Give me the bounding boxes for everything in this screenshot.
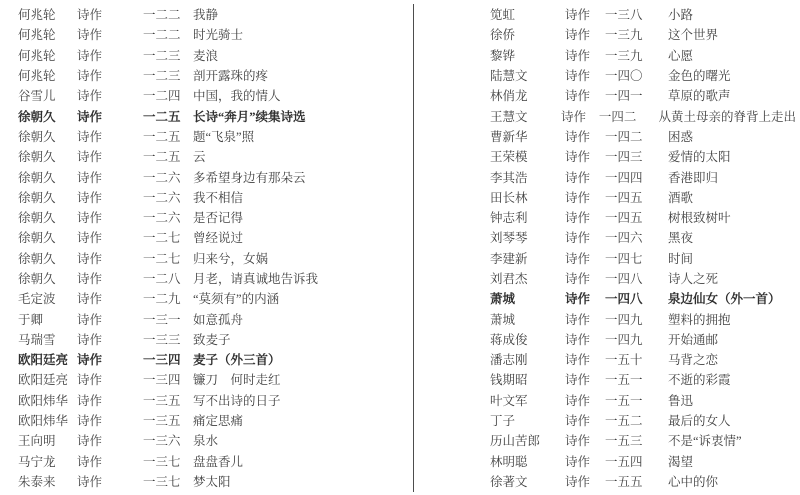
page-number-cell: 一二二 (143, 8, 181, 23)
table-row (490, 288, 796, 308)
page-number-cell: 一二七 (143, 251, 181, 266)
title-cell: 开始通邮 (668, 332, 719, 347)
author-cell: 刘琴琴 (490, 231, 528, 246)
page-number-cell: 一四五 (605, 190, 643, 205)
page-number-cell: 一五四 (605, 454, 643, 469)
page-number-cell: 一四七 (605, 251, 643, 266)
table-row (18, 410, 410, 430)
genre-cell: 诗作 (565, 170, 591, 185)
author-cell: 王慧文 (490, 109, 528, 124)
author-cell: 徐朝久 (18, 251, 56, 266)
page-number-cell: 一二六 (143, 211, 181, 226)
title-cell: 酒歌 (668, 190, 694, 205)
author-cell: 笕虹 (490, 8, 516, 23)
genre-cell: 诗作 (565, 69, 591, 84)
genre-cell: 诗作 (77, 231, 103, 246)
table-row (490, 268, 796, 288)
genre-cell: 诗作 (565, 332, 591, 347)
author-cell: 欧阳廷亮 (18, 353, 69, 368)
title-cell: 麦浪 (193, 48, 219, 63)
genre-cell: 诗作 (565, 272, 591, 286)
genre-cell: 诗作 (565, 89, 591, 104)
author-cell: 朱泰来 (18, 474, 56, 489)
page-number-cell: 一三七 (143, 454, 181, 469)
title-cell: 时间 (668, 251, 694, 266)
author-cell: 徐朝久 (18, 109, 56, 124)
title-cell: 泉水 (193, 434, 219, 449)
table-row (490, 207, 796, 227)
title-cell: 不逝的彩霞 (668, 373, 731, 388)
title-cell: 云 (193, 150, 206, 165)
author-cell: 何兆轮 (18, 28, 56, 43)
title-cell: 致麦子 (193, 332, 231, 347)
genre-cell: 诗作 (565, 251, 591, 266)
title-cell: 曾经说过 (193, 231, 244, 246)
genre-cell: 诗作 (77, 109, 103, 124)
page-number-cell: 一四五 (605, 211, 643, 226)
genre-cell: 诗作 (565, 474, 591, 489)
author-cell: 林明聪 (490, 454, 528, 469)
title-cell: 麦子（外三首） (193, 353, 281, 368)
genre-cell: 诗作 (77, 129, 103, 144)
author-cell: 徐朝久 (18, 211, 56, 226)
page-number-cell: 一四六 (605, 231, 643, 246)
genre-cell: 诗作 (565, 129, 591, 144)
table-row (18, 146, 410, 166)
table-row (490, 227, 796, 247)
right-column (490, 0, 796, 491)
page-number-cell: 一二六 (143, 170, 181, 185)
genre-cell: 诗作 (77, 414, 103, 429)
author-cell: 于卿 (18, 312, 44, 327)
author-cell: 潘志刚 (490, 353, 528, 368)
page-number-cell: 一二七 (143, 231, 181, 246)
title-cell: 爱情的太阳 (668, 150, 731, 165)
genre-cell: 诗作 (77, 8, 103, 23)
title-cell: 我静 (193, 8, 219, 23)
title-cell: 心愿 (668, 48, 694, 63)
genre-cell: 诗作 (565, 150, 591, 165)
page-number-cell: 一四一 (605, 89, 643, 104)
genre-cell: 诗作 (77, 150, 103, 165)
table-row (18, 349, 410, 369)
author-cell: 欧阳廷亮 (18, 373, 69, 388)
table-row (490, 85, 796, 105)
table-row (490, 430, 796, 450)
page-number-cell: 一五二 (605, 414, 643, 429)
author-cell: 徐侨 (490, 28, 516, 43)
genre-cell: 诗作 (77, 251, 103, 266)
table-row (18, 65, 410, 85)
table-row (18, 390, 410, 410)
page-number-cell: 一三四 (143, 353, 181, 368)
genre-cell: 诗作 (77, 332, 103, 347)
table-row (18, 308, 410, 328)
author-cell: 王荣模 (490, 150, 528, 165)
author-cell: 李其浩 (490, 170, 528, 185)
table-row (18, 85, 410, 105)
title-cell: 香港即归 (668, 170, 719, 185)
table-row (18, 471, 410, 491)
column-divider-line (413, 4, 414, 492)
page-number-cell: 一二八 (143, 272, 181, 286)
title-cell: 黑夜 (668, 231, 694, 246)
title-cell: 不是“诉衷情” (668, 434, 742, 449)
table-row (18, 126, 410, 146)
table-row (490, 248, 796, 268)
page-number-cell: 一四九 (605, 332, 643, 347)
author-cell: 萧城 (490, 292, 516, 307)
title-cell: 归来兮，女娲 (193, 251, 269, 266)
genre-cell: 诗作 (77, 211, 103, 226)
author-cell: 叶文军 (490, 393, 528, 408)
author-cell: 毛定波 (18, 292, 56, 307)
genre-cell: 诗作 (77, 48, 103, 63)
author-cell: 马宁龙 (18, 454, 56, 469)
title-cell: 我不相信 (193, 190, 244, 205)
left-column (18, 0, 410, 491)
table-row (18, 288, 410, 308)
page-number-cell: 一三七 (143, 474, 181, 489)
author-cell: 萧城 (490, 312, 516, 327)
genre-cell: 诗作 (77, 434, 103, 449)
page-number-cell: 一三三 (143, 332, 181, 347)
table-row (490, 390, 796, 410)
page-number-cell: 一二五 (143, 129, 181, 144)
page-number-cell: 一四三 (605, 150, 643, 165)
title-cell: 从黄土母亲的脊背上走出 (658, 109, 796, 124)
title-cell: 梦太阳 (193, 474, 231, 489)
table-row (18, 187, 410, 207)
table-row (490, 4, 796, 24)
genre-cell: 诗作 (77, 28, 103, 43)
table-row (18, 451, 410, 471)
page-number-cell: 一二五 (143, 150, 181, 165)
genre-cell: 诗作 (565, 353, 591, 368)
page-number-cell: 一三五 (143, 414, 181, 429)
page-number-cell: 一四四 (605, 170, 643, 185)
page-number-cell: 一四九 (605, 312, 643, 327)
page-number-cell: 一四八 (605, 272, 643, 286)
title-cell: 盘盘香儿 (193, 454, 244, 469)
author-cell: 徐朝久 (18, 231, 56, 246)
page-number-cell: 一三九 (605, 48, 643, 63)
title-cell: 写不出诗的日子 (193, 393, 281, 408)
author-cell: 徐著文 (490, 474, 528, 489)
title-cell: 金色的曙光 (668, 69, 731, 84)
title-cell: 剖开露珠的疼 (193, 69, 269, 84)
author-cell: 何兆轮 (18, 48, 56, 63)
page-number-cell: 一二三 (143, 48, 181, 63)
genre-cell: 诗作 (565, 211, 591, 226)
title-cell: 最后的女人 (668, 414, 731, 429)
genre-cell: 诗作 (77, 373, 103, 388)
author-cell: 马瑞雪 (18, 332, 56, 347)
genre-cell: 诗作 (560, 109, 586, 124)
page-number-cell: 一二三 (143, 69, 181, 84)
genre-cell: 诗作 (565, 414, 591, 429)
genre-cell: 诗作 (565, 231, 591, 246)
author-cell: 钟志利 (490, 211, 528, 226)
table-row (490, 45, 796, 65)
title-cell: 痛定思痛 (193, 414, 244, 429)
title-cell: 月老，请真诚地告诉我 (193, 272, 319, 286)
title-cell: 泉边仙女（外一首） (668, 292, 781, 307)
title-cell: 树根致树叶 (668, 211, 731, 226)
page-number-cell: 一四二 (605, 129, 643, 144)
page-number-cell: 一四八 (605, 292, 643, 307)
table-row (490, 24, 796, 44)
author-cell: 徐朝久 (18, 272, 56, 286)
table-row (490, 65, 796, 85)
table-row (18, 268, 410, 288)
title-cell: 时光骑士 (193, 28, 244, 43)
genre-cell: 诗作 (77, 170, 103, 185)
title-cell: 题“飞泉”照 (193, 129, 255, 144)
page-number-cell: 一四〇 (605, 69, 643, 84)
page-number-cell: 一二四 (143, 89, 181, 104)
author-cell: 林俏龙 (490, 89, 528, 104)
title-cell: 草原的歌声 (668, 89, 731, 104)
author-cell: 田长林 (490, 190, 528, 205)
table-row (490, 369, 796, 389)
title-cell: 鲁迅 (668, 393, 694, 408)
genre-cell: 诗作 (77, 474, 103, 489)
table-row (18, 166, 410, 186)
genre-cell: 诗作 (565, 393, 591, 408)
author-cell: 历山苦郎 (490, 434, 541, 449)
table-row (490, 329, 796, 349)
title-cell: 困惑 (668, 129, 694, 144)
author-cell: 徐朝久 (18, 190, 56, 205)
genre-cell: 诗作 (77, 393, 103, 408)
title-cell: 多希望身边有那朵云 (193, 170, 306, 185)
table-row (18, 207, 410, 227)
table-row (490, 126, 796, 146)
author-cell: 曹新华 (490, 129, 528, 144)
page-number-cell: 一二二 (143, 28, 181, 43)
author-cell: 徐朝久 (18, 150, 56, 165)
genre-cell: 诗作 (565, 434, 591, 449)
author-cell: 谷雪儿 (18, 89, 56, 104)
table-row (18, 24, 410, 44)
author-cell: 徐朝久 (18, 170, 56, 185)
author-cell: 王向明 (18, 434, 56, 449)
table-row (18, 369, 410, 389)
title-cell: 是否记得 (193, 211, 244, 226)
author-cell: 李建新 (490, 251, 528, 266)
title-cell: 如意孤舟 (193, 312, 244, 327)
author-cell: 陆慧文 (490, 69, 528, 84)
title-cell: 长诗“奔月”续集诗选 (193, 109, 306, 124)
page-number-cell: 一五一 (605, 393, 643, 408)
page-number-cell: 一五三 (605, 434, 643, 449)
title-cell: 心中的你 (668, 474, 719, 489)
table-row (490, 187, 796, 207)
page-number-cell: 一二六 (143, 190, 181, 205)
table-row (490, 166, 796, 186)
author-cell: 丁子 (490, 414, 516, 429)
table-row (490, 349, 796, 369)
genre-cell: 诗作 (565, 28, 591, 43)
genre-cell: 诗作 (565, 312, 591, 327)
title-cell: 这个世界 (668, 28, 719, 43)
author-cell: 蒋成俊 (490, 332, 528, 347)
genre-cell: 诗作 (77, 190, 103, 205)
page-number-cell: 一二九 (143, 292, 181, 307)
table-row (490, 471, 796, 491)
page-number-cell: 一三四 (143, 373, 181, 388)
title-cell: “莫须有”的内涵 (193, 292, 280, 307)
genre-cell: 诗作 (77, 272, 103, 286)
page-number-cell: 一三五 (143, 393, 181, 408)
table-row (18, 4, 410, 24)
table-row (18, 329, 410, 349)
author-cell: 何兆轮 (18, 69, 56, 84)
title-cell: 渴望 (668, 454, 694, 469)
page-number-cell: 一三一 (143, 312, 181, 327)
genre-cell: 诗作 (565, 190, 591, 205)
page-number-cell: 一三六 (143, 434, 181, 449)
genre-cell: 诗作 (77, 353, 103, 368)
table-row (490, 451, 796, 471)
author-cell: 欧阳炜华 (18, 414, 69, 429)
genre-cell: 诗作 (77, 292, 103, 307)
page-number-cell: 一五一 (605, 373, 643, 388)
table-row (490, 410, 796, 430)
table-row (18, 248, 410, 268)
genre-cell: 诗作 (77, 69, 103, 84)
table-row (18, 45, 410, 65)
page-number-cell: 一五十 (605, 353, 643, 368)
author-cell: 刘君杰 (490, 272, 528, 286)
genre-cell: 诗作 (565, 292, 591, 307)
title-cell: 塑料的拥抱 (668, 312, 731, 327)
genre-cell: 诗作 (77, 312, 103, 327)
table-row (18, 227, 410, 247)
title-cell: 镰刀 何时走红 (193, 373, 281, 388)
table-row (490, 308, 796, 328)
title-cell: 马背之恋 (668, 353, 719, 368)
genre-cell: 诗作 (77, 89, 103, 104)
author-cell: 钱期昭 (490, 373, 528, 388)
genre-cell: 诗作 (77, 454, 103, 469)
title-cell: 诗人之死 (668, 272, 719, 286)
genre-cell: 诗作 (565, 373, 591, 388)
page-number-cell: 一二五 (143, 109, 181, 124)
author-cell: 何兆轮 (18, 8, 56, 23)
table-row (490, 105, 796, 125)
title-cell: 中国，我的情人 (193, 89, 281, 104)
author-cell: 徐朝久 (18, 129, 56, 144)
title-cell: 小路 (668, 8, 694, 23)
genre-cell: 诗作 (565, 8, 591, 23)
genre-cell: 诗作 (565, 48, 591, 63)
author-cell: 黎铧 (490, 48, 516, 63)
author-cell: 欧阳炜华 (18, 393, 69, 408)
page-number-cell: 一五五 (605, 474, 643, 489)
table-row (18, 430, 410, 450)
page-number-cell: 一四二 (598, 109, 637, 124)
page-number-cell: 一三八 (605, 8, 643, 23)
table-row (490, 146, 796, 166)
page-number-cell: 一三九 (605, 28, 643, 43)
table-row (18, 105, 410, 125)
genre-cell: 诗作 (565, 454, 591, 469)
